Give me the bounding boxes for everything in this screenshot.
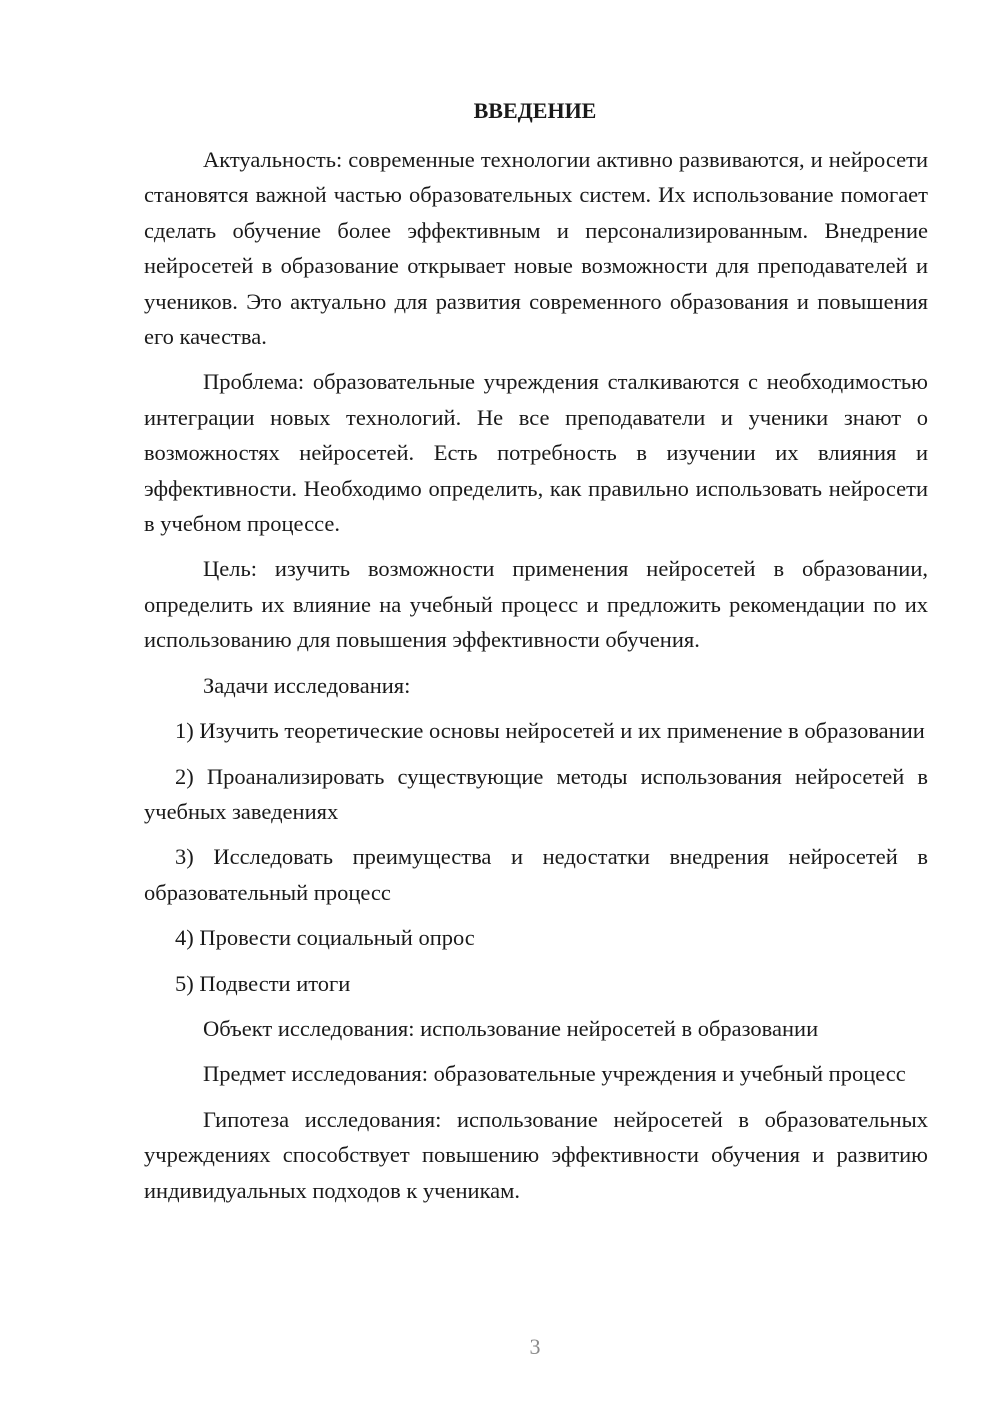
- document-body: [144, 142, 928, 1208]
- section-title: ВВЕДЕНИЕ: [473, 98, 597, 123]
- task-item-1: 1) Изучить теоретические основы нейросетей и их применение в образовании: [175, 718, 925, 744]
- page-number: 3: [529, 1334, 541, 1359]
- paragraph-tasks-heading: Задачи исследования:: [203, 672, 411, 698]
- paragraph-problem: Проблема: образовательные учреждения сталкиваются с необходимостью интеграции новых технологий. Не все преподаватели и ученики знают о возможностях нейросетей. Есть потребность в изучении их влияния и эффективности. Необходимо определить, как правильно использовать нейросети в учебном процессе.: [144, 369, 928, 537]
- paragraph-relevance: Актуальность: современные технологии активно развиваются, и нейросети становятся важной частью образовательных систем. Их использование помогает сделать обучение более эффективным и персонализированным. Внедрение нейросетей в образование открывает новые возможности для преподавателей и учеников. Это актуально для развития современного образования и повышения его качества.: [144, 147, 928, 350]
- task-item-5: 5) Подвести итоги: [175, 970, 351, 996]
- task-item-2: 2) Проанализировать существующие методы использования нейросетей в учебных заведениях: [144, 763, 928, 824]
- task-item-3: 3) Исследовать преимущества и недостатки внедрения нейросетей в образовательный процесс: [144, 844, 928, 905]
- task-item-4: 4) Провести социальный опрос: [175, 925, 475, 951]
- paragraph-hypothesis: Гипотеза исследования: использование нейросетей в образовательных учреждениях способствует повышению эффективности обучения и развитию индивидуальных подходов к ученикам.: [144, 1106, 928, 1203]
- paragraph-subject: Предмет исследования: образовательные учреждения и учебный процесс: [203, 1061, 906, 1087]
- paragraph-object: Объект исследования: использование нейросетей в образовании: [203, 1015, 819, 1041]
- paragraph-goal: Цель: изучить возможности применения нейросетей в образовании, определить их влияние на учебный процесс и предложить рекомендации по их использованию для повышения эффективности обучения.: [144, 556, 928, 653]
